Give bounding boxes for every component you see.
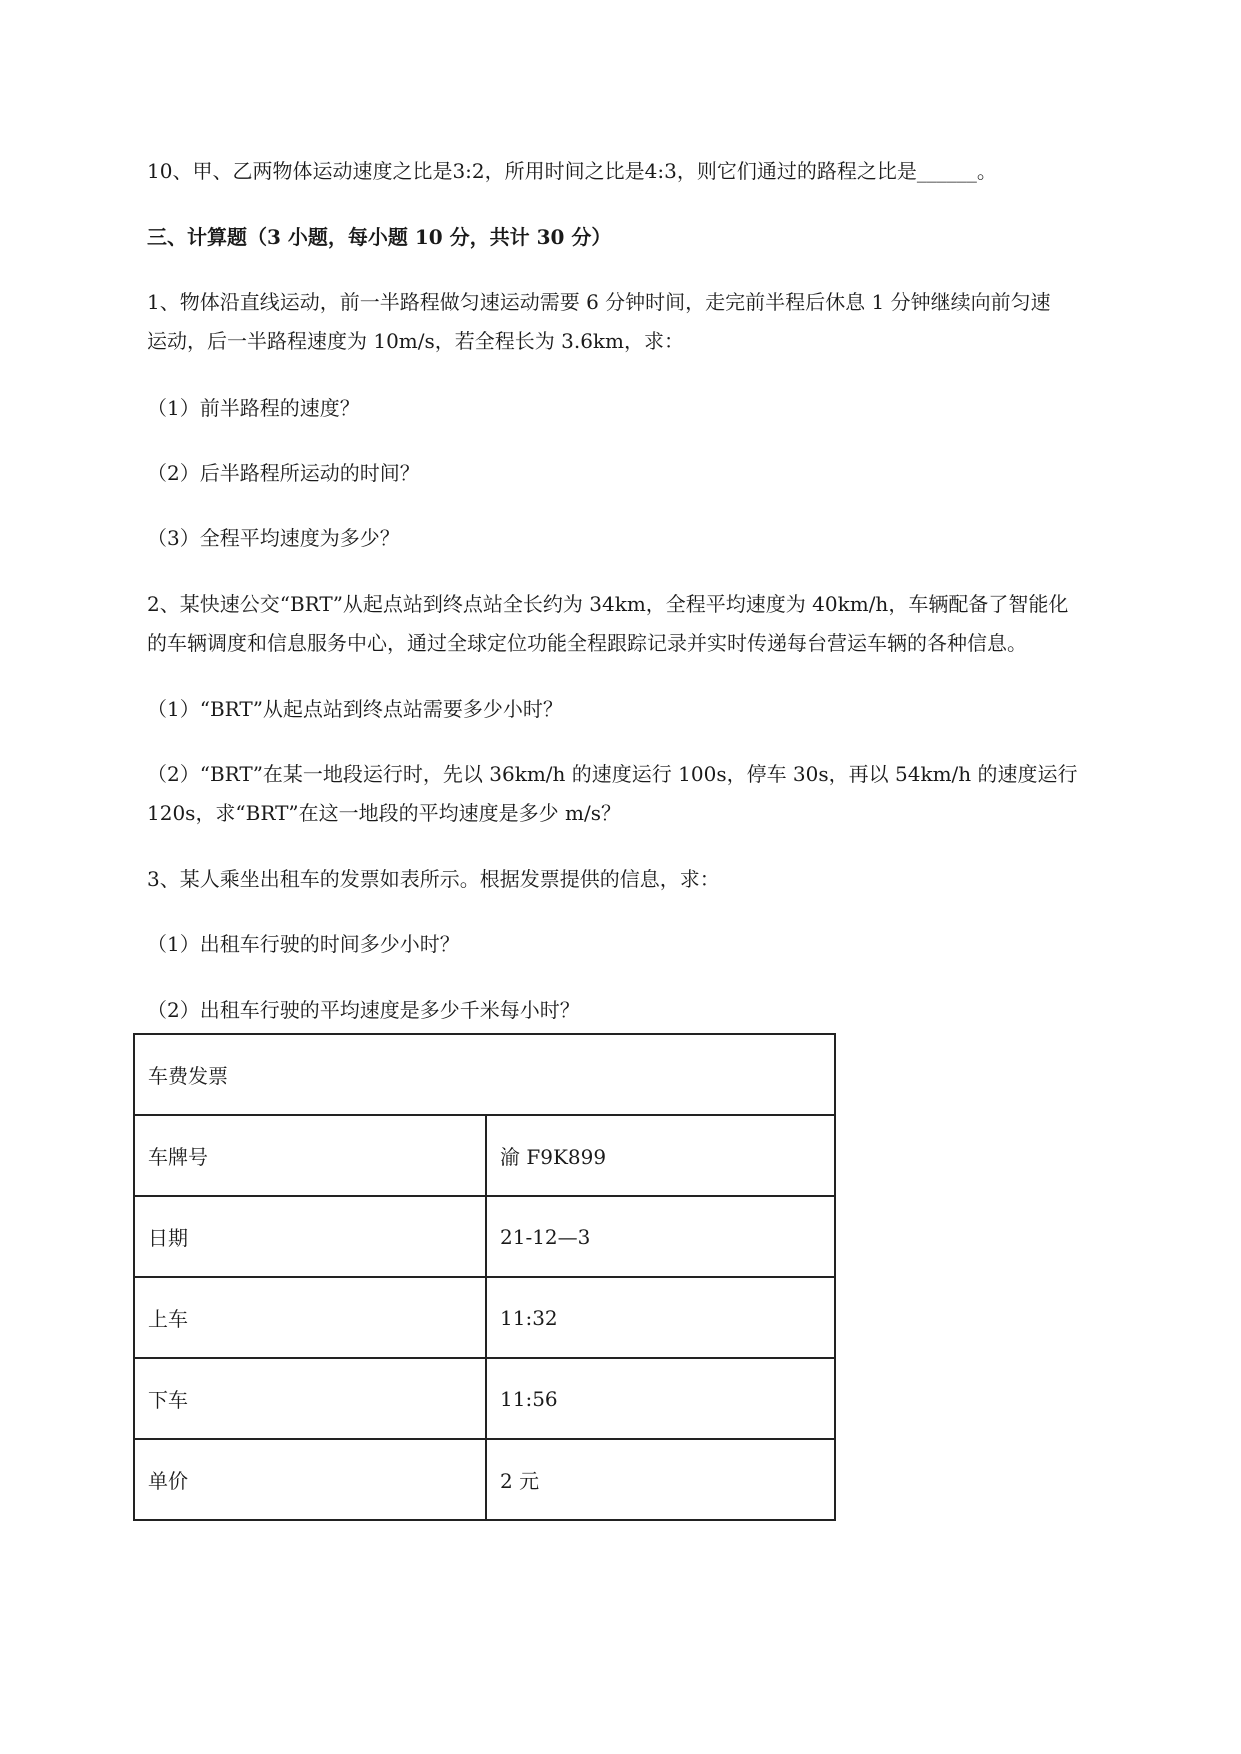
table-row	[134, 1358, 835, 1439]
q1-sub1: （1）前半路程的速度？	[147, 396, 360, 420]
invoice-label-date: 日期	[134, 1196, 486, 1277]
q1-text-line2: 运动，后一半路程速度为 10m/s，若全程长为 3.6km，求：	[147, 329, 685, 353]
invoice-value-alight: 11:56	[486, 1358, 835, 1439]
invoice-label-plate: 车牌号	[134, 1115, 486, 1196]
table-row	[134, 1115, 835, 1196]
q1-sub3: （3）全程平均速度为多少？	[147, 526, 400, 550]
table-row	[134, 1277, 835, 1358]
q2-sub2-line1: （2）“BRT”在某一地段运行时，先以 36km/h 的速度运行 100s，停车 30s，再以 54km/h 的速度运行	[147, 762, 1078, 786]
invoice-value-board: 11:32	[486, 1277, 835, 1358]
q2-text-line2: 的车辆调度和信息服务中心，通过全球定位功能全程跟踪记录并实时传递每台营运车辆的各种信息。	[147, 631, 1027, 655]
q2-sub1: （1）“BRT”从起点站到终点站需要多少小时？	[147, 697, 563, 721]
section-heading: 三、计算题（3 小题，每小题 10 分，共计 30 分）	[147, 225, 612, 249]
invoice-table	[133, 1033, 836, 1521]
q3-text: 3、某人乘坐出租车的发票如表所示。根据发票提供的信息，求：	[147, 867, 720, 891]
q2-sub2-line2: 120s，求“BRT”在这一地段的平均速度是多少 m/s？	[147, 801, 621, 825]
invoice-label-price: 单价	[134, 1439, 486, 1520]
invoice-value-price: 2 元	[486, 1439, 835, 1520]
table-row	[134, 1196, 835, 1277]
table-row	[134, 1034, 835, 1115]
invoice-value-plate: 渝 F9K899	[486, 1115, 835, 1196]
q1-sub2: （2）后半路程所运动的时间？	[147, 461, 420, 485]
invoice-value-date: 21-12—3	[486, 1196, 835, 1277]
invoice-label-alight: 下车	[134, 1358, 486, 1439]
q2-text-line1: 2、某快速公交“BRT”从起点站到终点站全长约为 34km，全程平均速度为 40km/h，车辆配备了智能化	[147, 592, 1069, 616]
q1-text-line1: 1、物体沿直线运动，前一半路程做匀速运动需要 6 分钟时间，走完前半程后休息 1 分钟继续向前匀速	[147, 290, 1051, 314]
q3-sub1: （1）出租车行驶的时间多少小时？	[147, 932, 460, 956]
q10-text: 10、甲、乙两物体运动速度之比是3:2，所用时间之比是4:3，则它们通过的路程之比是______。	[147, 159, 997, 183]
table-row	[134, 1439, 835, 1520]
invoice-label-board: 上车	[134, 1277, 486, 1358]
q3-sub2: （2）出租车行驶的平均速度是多少千米每小时？	[147, 998, 580, 1022]
invoice-title: 车费发票	[134, 1034, 835, 1115]
